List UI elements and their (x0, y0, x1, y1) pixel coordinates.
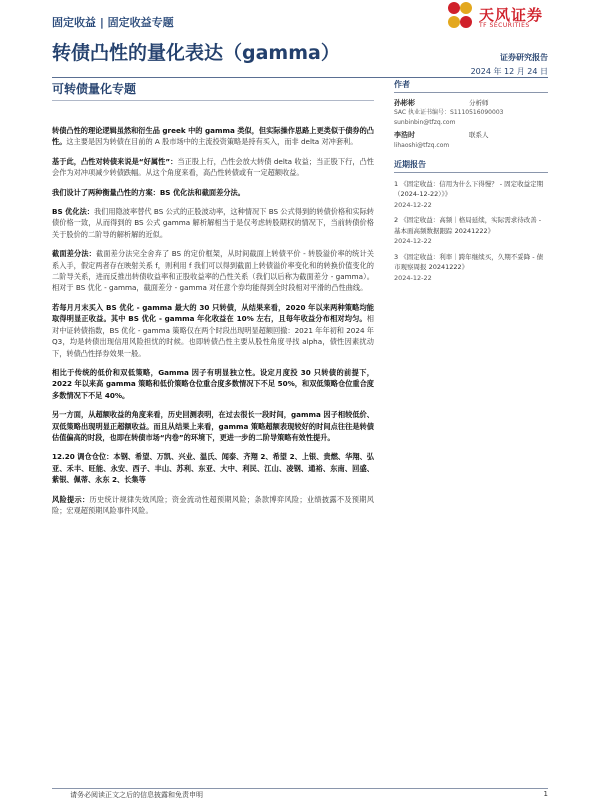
author-role: 分析师 (469, 98, 489, 107)
subtitle-divider (52, 100, 374, 101)
paragraph: BS 优化法：我们用隐波率替代 BS 公式的正股波动率，这种情况下 BS 公式得到的转债价格和实际转债价格一致，从而得到的 BS 公式 gamma 解析解相当于是仅考虑转股期权的情况下，当前转债价格关于股价的二阶导的解析解的近似。 (52, 207, 374, 239)
related-report-link[interactable]: 2 《固定收益：高频｜格局延续，实际需求待改善 - 基本面高频数据跟踪 20241222》 2024-12-22 (394, 215, 548, 247)
paragraph: 若每月月末买入 BS 优化 - gamma 最大的 30 只转债，从结果来看，2020 年以来两种策略均能取得明显正收益。其中 BS 优化 - gamma 年化收益在 10% 左右，且每年收益分布相对均匀。相对中证转债指数，BS 优化 - gamma 策略仅在两个时段出现明显超额回撤：2021 年年初和 2024 年 Q3，均是转债出现信用风险担忧的时候。也即转债凸性主要从股性角度寻找 alpha，债性因素扰动下，转债凸性择券效果一般。 (52, 302, 374, 358)
logo-text-cn: 天风证券 (479, 6, 544, 24)
brand-logo (445, 0, 565, 36)
author-name: 李浩时 (394, 131, 415, 139)
paragraph: 另一方面，从超额收益的角度来看，历史回测表明，在过去很长一段时间，gamma 因子相较低价、双低策略出现明显正超额收益。而且从结果上来看，gamma 策略超额表现较好的时间点往往是转债估值偏高的时段，也即在转债市场“内卷”的环境下，更进一步的二阶导策略有效性提升。 (52, 410, 374, 442)
paragraph: 转债凸性的理论逻辑虽然和衍生品 greek 中的 gamma 类似，但实际操作思路上更类似于债券的凸性。这主要是因为转债在目前的 A 股市场中的主流投资策略是持有买入，而非 delta 对冲套利。 (52, 126, 374, 147)
related-divider (394, 172, 548, 173)
paragraph: 相比于传统的低价和双低策略，Gamma 因子有明显独立性。设定月度投 30 只转债的前提下，2022 年以来高 gamma 策略和低价策略仓位重合度多数情况下不足 50%，和双低策略仓位重合度多数情况下不足 40%。 (52, 367, 374, 400)
paragraph: 12.20 调仓仓位：本钢、希望、万凯、兴业、温氏、闻泰、齐翔 2、希望 2、上银、贵燃、华翔、弘亚、禾丰、旺能、永安、西子、丰山、苏利、东亚、大中、利民、江山、凌钢、通裕、东南、回盛、紫银、佩蒂、永东 2、长集等 (52, 452, 374, 485)
author-license: SAC 执业证书编号：S1110516090003 (394, 109, 504, 116)
paragraph: 风险提示：历史统计规律失效风险；资金流动性超预期风险；条款博弈风险；业绩披露不及预期风险；宏观超预期风险事件风险。 (52, 494, 374, 515)
logo-text-en: TF SECURITIES (479, 22, 530, 29)
related-report-date: 2024-12-22 (394, 200, 432, 209)
section-subtitle: 可转债量化专题 (52, 82, 137, 96)
related-report-link[interactable]: 3 《固定收益：利率｜跨年继续买，久期不妥降 - 债市观察周报 20241222》 2024-12-22 (394, 252, 548, 284)
header-divider (52, 77, 548, 78)
related-report-link[interactable]: 1 《固定收益：信用为什么下得慢？ - 固定收益定期（2024-12-22）》》 2024-12-22 (394, 179, 548, 211)
author-email[interactable]: lihaoshi@tfzq.com (394, 141, 450, 149)
paragraph: 我们设计了两种衡量凸性的方案：BS 优化法和截面差分法。 (52, 187, 245, 197)
author-entry (394, 99, 548, 128)
related-report-date: 2024-12-22 (394, 273, 432, 282)
page-number: 1 (543, 790, 548, 798)
authors-heading: 作者 (394, 80, 410, 89)
footer-disclaimer: 请务必阅读正文之后的信息披露和免责申明 (70, 791, 203, 799)
related-heading: 近期报告 (394, 160, 426, 169)
report-date: 2024 年 12 月 24 日 (470, 67, 548, 76)
authors-divider (394, 92, 548, 93)
report-type: 证券研究报告 (500, 53, 548, 62)
paragraph: 截面差分法：截面差分法完全舍弃了 BS 的定价框架，从时间截面上转债平价 - 转股溢价率的统计关系入手，假定两者存在映射关系 f，则利用 f 我们可以得到截面上转债溢价率变化和的转换价值变化的二阶导关系，进而反推出转债收益率和正股收益率的凸性关系（我们以后称为截面差分 - gamma）。相对于 BS 优化 - gamma，截面差分 - gamma 对任意个券均能得到全时段相对平滑的凸性曲线。 (52, 249, 374, 293)
author-name: 孙彬彬 (394, 98, 415, 107)
author-entry (394, 131, 548, 150)
sidebar (394, 80, 548, 288)
footer-divider (52, 788, 548, 789)
summary-body (52, 125, 374, 524)
report-series: 固定收益 | 固定收益专题 (52, 16, 174, 29)
related-report-date: 2024-12-22 (394, 237, 432, 245)
paragraph: 基于此，凸性对转债来说是“好属性”：当正股上行，凸性会放大转债 delta 收益；当正股下行，凸性会作为对冲项减少转债跌幅。从这个角度来看，高凸性转债或有一定超额收益。 (52, 156, 374, 178)
author-email[interactable]: sunbinbin@tfzq.com (394, 118, 456, 126)
page-title: 转债凸性的量化表达（gamma） (52, 42, 340, 64)
logo-mark-icon (445, 0, 475, 32)
author-role: 联系人 (469, 131, 489, 139)
